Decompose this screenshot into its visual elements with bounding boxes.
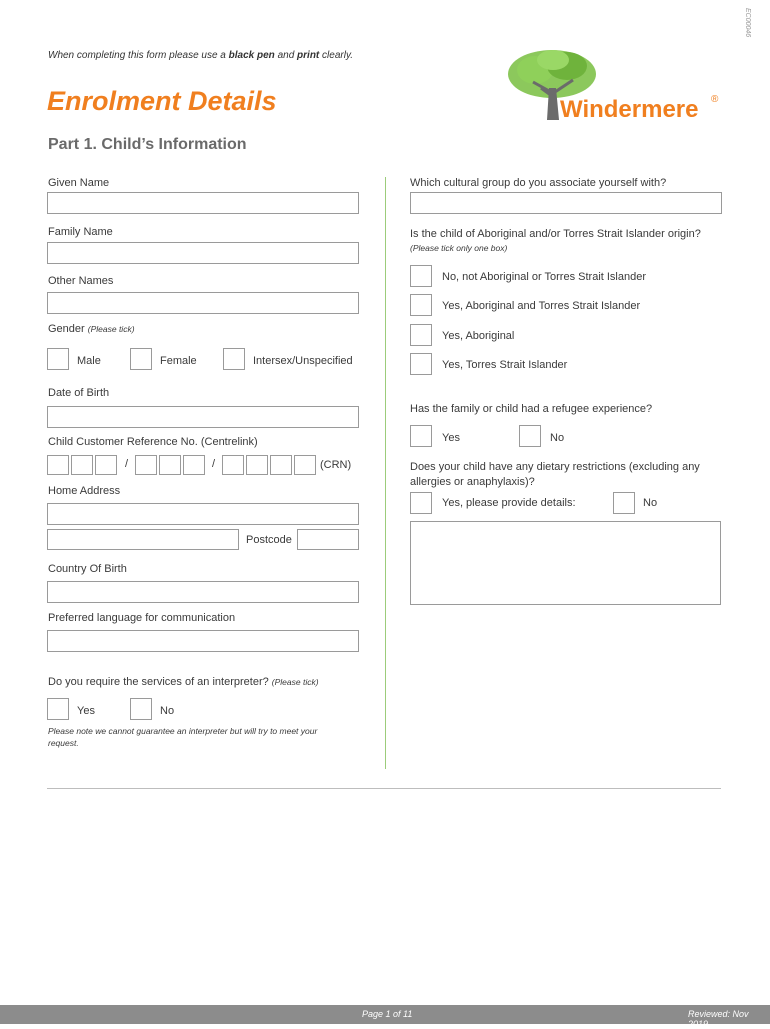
footer-bar [0,1005,770,1029]
crn-box[interactable] [47,455,69,475]
home-address-label: Home Address [48,485,121,497]
crn-box[interactable] [246,455,268,475]
crn-separator: / [212,458,216,470]
dietary-no-label: No [643,497,658,509]
refugee-no-checkbox[interactable] [519,425,541,447]
aboriginal-yes-label: Yes, Aboriginal [442,330,515,342]
aboriginal-yes-checkbox[interactable] [410,324,432,346]
part-title: Part 1. Child’s Information [48,136,247,153]
interpreter-yes-checkbox[interactable] [47,698,69,720]
aboriginal-and-tsi-checkbox[interactable] [410,294,432,316]
crn-box[interactable] [135,455,157,475]
other-names-field[interactable] [47,292,359,314]
dietary-yes-checkbox[interactable] [410,492,432,514]
dob-label: Date of Birth [48,387,110,399]
crn-box[interactable] [270,455,292,475]
crn-box[interactable] [159,455,181,475]
reviewed-date: Reviewed: Nov 2019 [688,1009,749,1029]
page-title: Enrolment Details [47,86,277,116]
aboriginal-question: Is the child of Aboriginal and/or Torres Strait Islander origin? [410,228,701,240]
gender-male-checkbox[interactable] [47,348,69,370]
section-rule [47,788,721,789]
postcode-label: Postcode [246,534,292,546]
crn-separator: / [125,458,129,470]
gender-hint: (Please tick) [87,324,135,334]
crn-box[interactable] [95,455,117,475]
brand-name: Windermere [560,96,699,123]
crn-suffix: (CRN) [320,459,352,471]
given-name-field[interactable] [47,192,359,214]
aboriginal-no-label: No, not Aboriginal or Torres Strait Islander [442,271,647,283]
windermere-logo [505,48,725,126]
dietary-no-checkbox[interactable] [613,492,635,514]
interpreter-no-checkbox[interactable] [130,698,152,720]
column-divider [385,177,386,769]
refugee-yes-label: Yes [442,432,460,444]
tsi-yes-checkbox[interactable] [410,353,432,375]
aboriginal-hint: (Please tick only one box) [410,243,508,253]
gender-male-label: Male [77,355,101,367]
interpreter-question: Do you require the services of an interpreter? (Please tick) [48,676,319,688]
gender-label: Gender (Please tick) [48,323,135,335]
dietary-question: Does your child have any dietary restrictions (excluding any allergies or anaphylaxis)? [410,461,700,488]
refugee-no-label: No [550,432,565,444]
cultural-group-label: Which cultural group do you associate yourself with? [410,177,667,189]
tsi-yes-label: Yes, Torres Strait Islander [442,359,568,371]
interpreter-note: Please note we cannot guarantee an interpreter but will try to meet your request. [48,726,318,748]
gender-female-label: Female [160,355,197,367]
instructions-text: When completing this form please use a black pen and print clearly. [48,50,353,61]
language-field[interactable] [47,630,359,652]
country-label: Country Of Birth [48,563,127,575]
interpreter-yes-label: Yes [77,705,95,717]
dietary-yes-label: Yes, please provide details: [442,497,576,509]
crn-box[interactable] [294,455,316,475]
home-address-field[interactable] [47,503,359,525]
page-number: Page 1 of 11 [362,1009,413,1019]
crn-label: Child Customer Reference No. (Centrelink) [48,436,258,448]
dob-field[interactable] [47,406,359,428]
gender-intersex-checkbox[interactable] [223,348,245,370]
gender-intersex-label: Intersex/Unspecified [253,355,353,367]
interpreter-no-label: No [160,705,175,717]
country-field[interactable] [47,581,359,603]
dietary-details-textarea[interactable] [410,521,721,605]
family-name-label: Family Name [48,226,113,238]
other-names-label: Other Names [48,275,114,287]
postcode-field[interactable] [297,529,359,550]
aboriginal-and-tsi-label: Yes, Aboriginal and Torres Strait Islander [442,300,641,312]
gender-female-checkbox[interactable] [130,348,152,370]
crn-box[interactable] [71,455,93,475]
family-name-field[interactable] [47,242,359,264]
refugee-yes-checkbox[interactable] [410,425,432,447]
interpreter-hint: (Please tick) [271,677,319,687]
crn-box[interactable] [183,455,205,475]
registered-mark: ® [711,94,719,105]
cultural-group-field[interactable] [410,192,722,214]
crn-box[interactable] [222,455,244,475]
refugee-question: Has the family or child had a refugee experience? [410,403,653,415]
home-address-line2-field[interactable] [47,529,239,550]
language-label: Preferred language for communication [48,612,236,624]
document-code: EC00046 [744,8,751,38]
aboriginal-no-checkbox[interactable] [410,265,432,287]
given-name-label: Given Name [48,177,110,189]
